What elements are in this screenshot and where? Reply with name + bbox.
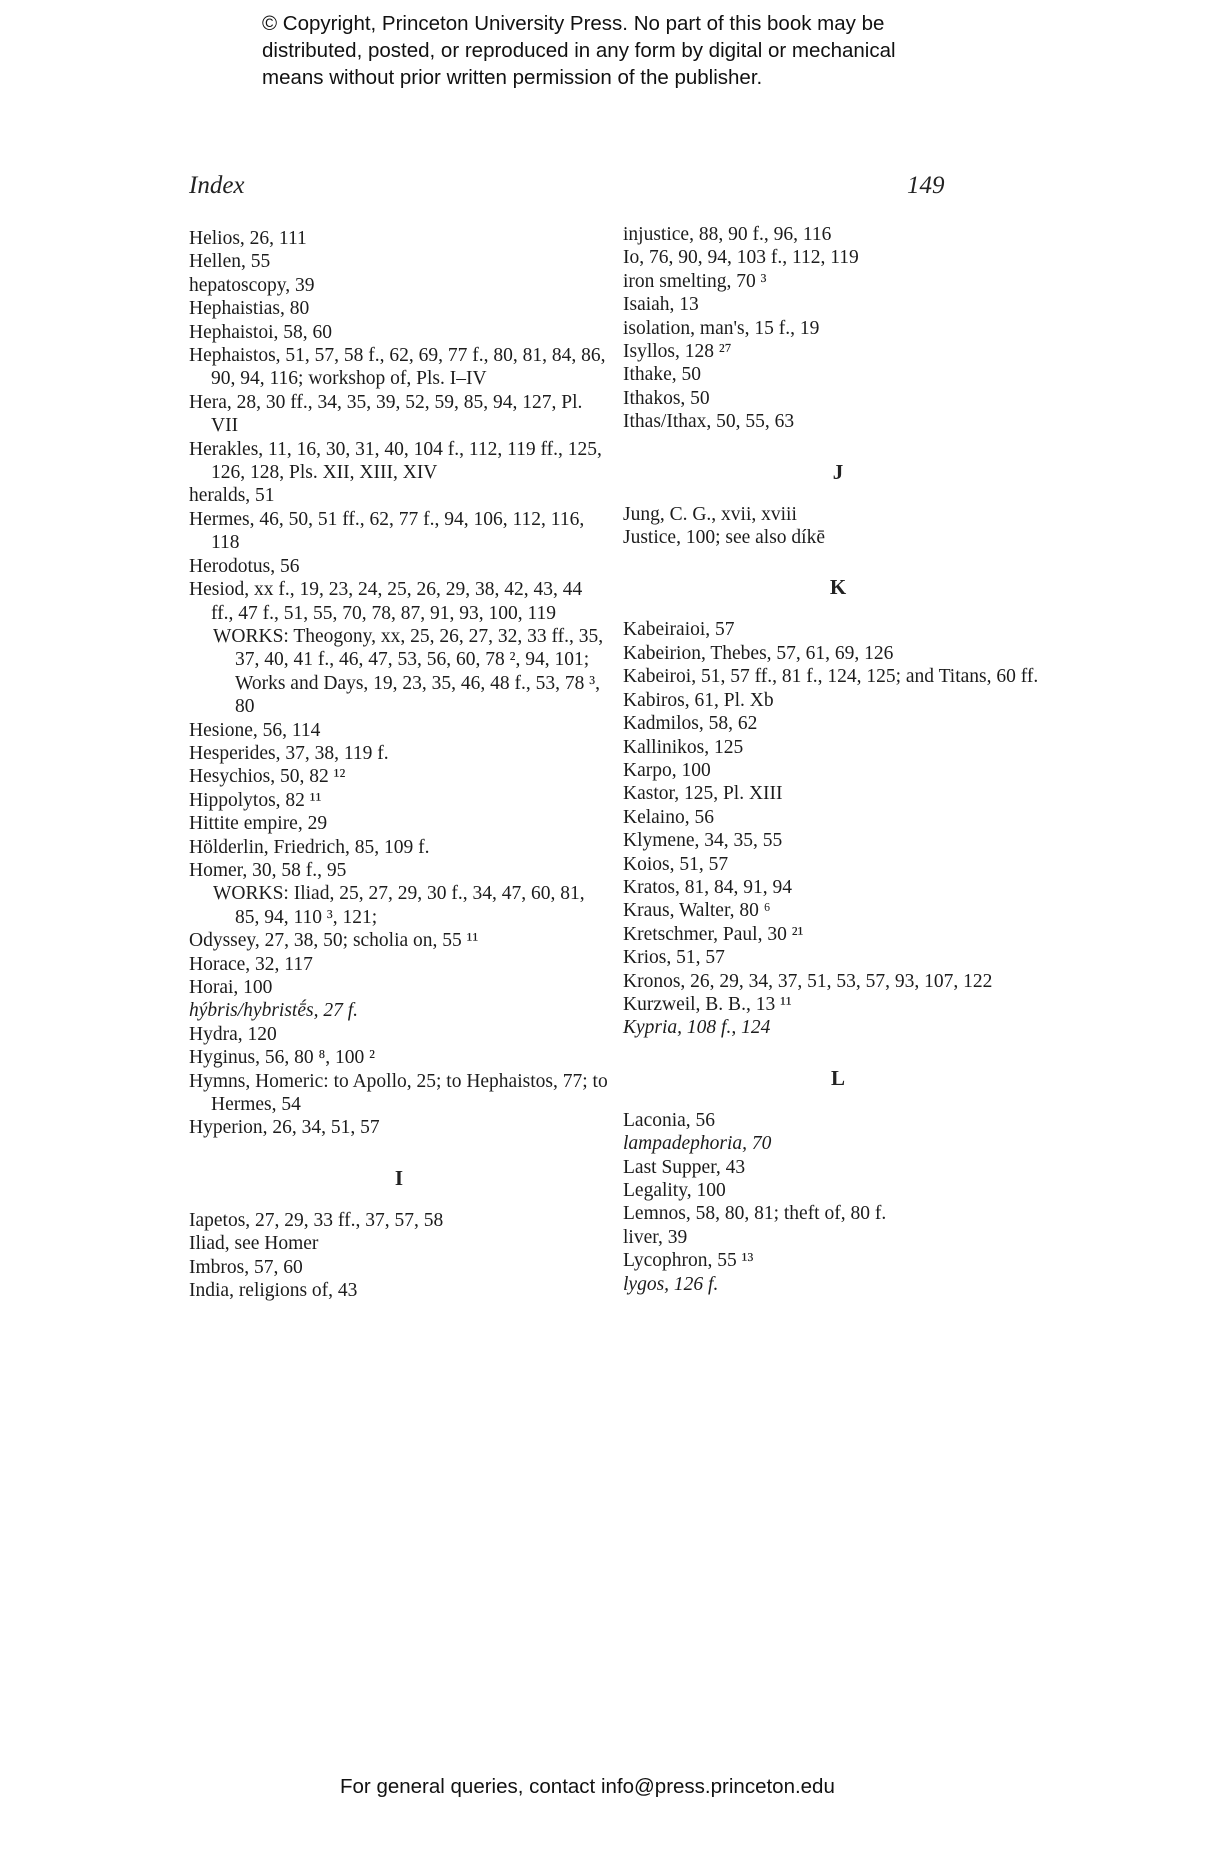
- index-entry: lygos, 126 f.: [623, 1273, 719, 1295]
- index-entry: Hesperides, 37, 38, 119 f.: [189, 742, 389, 764]
- index-entry: Kabeiraioi, 57: [623, 619, 735, 641]
- copyright-line: © Copyright, Princeton University Press. No part of this book may be: [262, 12, 885, 35]
- index-entry: Laconia, 56: [623, 1109, 716, 1131]
- index-entry: Hölderlin, Friedrich, 85, 109 f.: [189, 836, 430, 858]
- index-entry: Helios, 26, 111: [189, 228, 307, 249]
- copyright-line: means without prior written permission of the publisher.: [262, 66, 763, 89]
- index-entry: Koios, 51, 57: [623, 853, 729, 875]
- index-entry: lampadephoria, 70: [623, 1133, 772, 1155]
- index-entry: Kadmilos, 58, 62: [623, 713, 758, 735]
- index-entry: Hesychios, 50, 82 ¹²: [189, 766, 346, 788]
- index-column-left: [189, 227, 609, 1302]
- index-entry: Ithakos, 50: [623, 387, 710, 409]
- index-entry: Hephaistias, 80: [189, 298, 310, 320]
- index-entry: Hyperion, 26, 34, 51, 57: [189, 1117, 380, 1139]
- index-entry: Iliad, see Homer: [189, 1233, 319, 1255]
- index-entry: hýbris/hybristḗs, 27 f.: [189, 1000, 358, 1022]
- index-entry: Hellen, 55: [189, 251, 271, 273]
- index-entry: hepatoscopy, 39: [189, 274, 315, 296]
- index-entry: Jung, C. G., xvii, xviii: [623, 503, 797, 525]
- index-entry: Karpo, 100: [623, 759, 711, 781]
- index-entry: Hera, 28, 30 ff., 34, 35, 39, 52, 59, 85, 94, 127, Pl. VII: [189, 391, 583, 437]
- index-entry: heralds, 51: [189, 485, 275, 507]
- index-entry: isolation, man's, 15 f., 19: [623, 317, 820, 339]
- index-entry: liver, 39: [623, 1226, 688, 1248]
- index-entry: Justice, 100; see also díkē: [623, 527, 825, 549]
- index-entry: Kretschmer, Paul, 30 ²¹: [623, 923, 804, 945]
- index-entry: Homer, 30, 58 f., 95: [189, 859, 347, 881]
- index-entry: Legality, 100: [623, 1180, 726, 1201]
- index-entry: Last Supper, 43: [623, 1156, 746, 1178]
- index-entry: Kronos, 26, 29, 34, 37, 51, 53, 57, 93, 107, 122: [623, 970, 993, 992]
- index-entry: Kallinikos, 125: [623, 736, 744, 758]
- index-entry: Lycophron, 55 ¹³: [623, 1250, 754, 1272]
- section-letter-l: L: [830, 1065, 845, 1090]
- index-entry: injustice, 88, 90 f., 96, 116: [623, 224, 832, 245]
- copyright-line: distributed, posted, or reproduced in any form by digital or mechanical: [262, 39, 896, 62]
- index-entry: Horai, 100: [189, 977, 273, 998]
- index-entry: iron smelting, 70 ³: [623, 270, 767, 292]
- index-entry: Kabiros, 61, Pl. Xb: [623, 689, 774, 711]
- index-entry: Hesiod, xx f., 19, 23, 24, 25, 26, 29, 38, 42, 43, 44 ff., 47 f., 51, 55, 70, 78, 87, 91, 93, 100, 119: [189, 579, 583, 624]
- index-entry: Kelaino, 56: [623, 806, 714, 828]
- index-entry: Isyllos, 128 ²⁷: [623, 341, 732, 363]
- index-entry: Iapetos, 27, 29, 33 ff., 37, 57, 58: [189, 1209, 444, 1231]
- index-entry: Hesione, 56, 114: [189, 719, 321, 741]
- page-number: 149: [907, 172, 945, 199]
- section-letter-j: J: [832, 459, 844, 484]
- index-entry: Hermes, 46, 50, 51 ff., 62, 77 f., 94, 106, 112, 116, 118: [189, 508, 585, 554]
- index-entry: Hydra, 120: [189, 1023, 277, 1045]
- index-entry: Kabeirion, Thebes, 57, 61, 69, 126: [623, 642, 894, 664]
- running-head: Index: [189, 172, 245, 199]
- section-letter-k: K: [829, 575, 847, 600]
- index-entry: Hephaistoi, 58, 60: [189, 321, 332, 343]
- index-entry: Kraus, Walter, 80 ⁶: [623, 900, 771, 922]
- index-entry: Hittite empire, 29: [189, 813, 328, 835]
- index-entry: Krios, 51, 57: [623, 947, 725, 969]
- index-entry: Horace, 32, 117: [189, 953, 313, 975]
- index-entry: Ithas/Ithax, 50, 55, 63: [623, 411, 795, 433]
- index-entry: India, religions of, 43: [189, 1280, 358, 1302]
- index-column-right: [623, 223, 1053, 1296]
- index-entry: Herakles, 11, 16, 30, 31, 40, 104 f., 112, 119 ff., 125, 126, 128, Pls. XII, XIII, XIV: [189, 438, 602, 484]
- index-entry: Kurzweil, B. B., 13 ¹¹: [623, 993, 792, 1015]
- index-entry: Herodotus, 56: [189, 555, 300, 577]
- index-entry: Klymene, 34, 35, 55: [623, 830, 783, 852]
- index-entry: Lemnos, 58, 80, 81; theft of, 80 f.: [623, 1203, 887, 1225]
- index-entry: Io, 76, 90, 94, 103 f., 112, 119: [623, 247, 859, 269]
- index-entry: Hymns, Homeric: to Apollo, 25; to Hephaistos, 77; to Hermes, 54: [189, 1070, 608, 1116]
- index-subentry-homer-works: WORKS: Iliad, 25, 27, 29, 30 f., 34, 47, 60, 81, 85, 94, 110 ³, 121;: [213, 883, 585, 928]
- index-entry: Kastor, 125, Pl. XIII: [623, 783, 783, 805]
- index-entry: Kypria, 108 f., 124: [623, 1017, 771, 1039]
- index-entry: Kratos, 81, 84, 91, 94: [623, 876, 792, 898]
- footer-contact: For general queries, contact info@press.princeton.edu: [340, 1775, 835, 1798]
- index-entry: Kabeiroi, 51, 57 ff., 81 f., 124, 125; and Titans, 60 ff.: [623, 666, 1039, 688]
- index-subentry-homer-odyssey: Odyssey, 27, 38, 50; scholia on, 55 ¹¹: [189, 930, 479, 952]
- index-entry: Hyginus, 56, 80 ⁸, 100 ²: [189, 1047, 375, 1069]
- index-entry: Hippolytos, 82 ¹¹: [189, 789, 322, 811]
- index-entry: Hephaistos, 51, 57, 58 f., 62, 69, 77 f., 80, 81, 84, 86, 90, 94, 116; workshop of, Pls. I–IV: [189, 345, 606, 390]
- section-letter-i: I: [394, 1165, 404, 1190]
- copyright-notice: [262, 10, 1022, 91]
- index-entry: Imbros, 57, 60: [189, 1256, 303, 1278]
- index-entry: Ithake, 50: [623, 364, 701, 386]
- index-subentry-hesiod-works: WORKS: Theogony, xx, 25, 26, 27, 32, 33 ff., 35, 37, 40, 41 f., 46, 47, 53, 56, 60, 78 ², 94, 101; Works and Days, 19, 23, 35, 46, 48 f., 53, 78 ³, 80: [213, 625, 604, 718]
- index-entry: Isaiah, 13: [623, 294, 699, 316]
